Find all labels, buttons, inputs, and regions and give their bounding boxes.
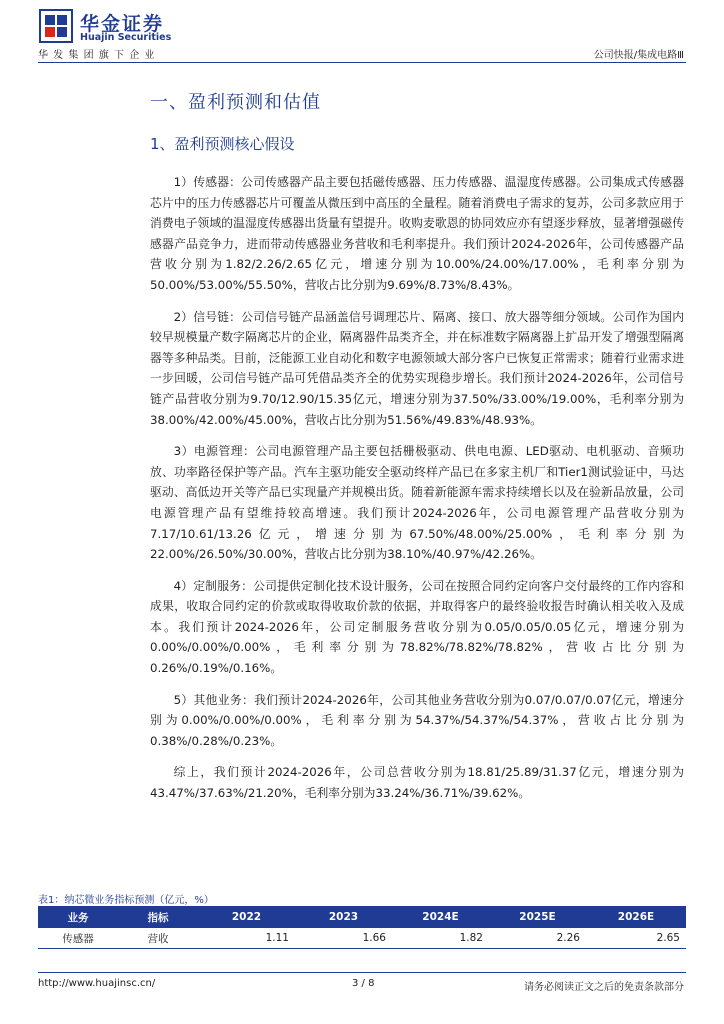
col-header-business: 业务 bbox=[38, 906, 118, 928]
footer-disclaimer: 请务必阅读正文之后的免责条款部分 bbox=[524, 982, 684, 993]
subsection-title: 1、盈利预测核心假设 bbox=[150, 135, 295, 153]
footer-divider bbox=[38, 972, 686, 973]
header-divider bbox=[38, 62, 686, 63]
forecast-table bbox=[38, 906, 686, 949]
paragraph-signal-chain: 2）信号链：公司信号链产品涵盖信号调理芯片、隔离、接口、放大器等细分领域。公司作为国内较早规模量产数字隔离芯片的企业，隔离器件品类齐全，并在标准数字隔离器上扩品开发了增强型隔离器等多种品类。目前，泛能源工业自动化和数字电源领域大部分客户已恢复正常需求；随着行业需求进一步回暖，公司信号链产品可凭借品类齐全的优势实现稳步增长。我们预计2024-2026年，公司信号链产品营收分别为9.70/12.90/15.35亿元，增速分别为37.50%/33.00%/19.00%，毛利率分别为38.00%/42.00%/45.00%，营收占比分别为51.56%/49.83%/48.93%。 bbox=[150, 309, 684, 427]
cell-business: 传感器 bbox=[38, 928, 118, 949]
cell-2023: 1.66 bbox=[295, 928, 392, 949]
cell-2022: 1.11 bbox=[198, 928, 295, 949]
huajin-logo-icon bbox=[38, 8, 74, 44]
footer-url[interactable]: http://www.huajinsc.cn/ bbox=[38, 978, 156, 989]
paragraph-custom-service: 4）定制服务：公司提供定制化技术设计服务，公司在按照合同约定向客户交付最终的工作内容和成果，收取合同约定的价款或取得收取价款的依据，并取得客户的最终验收报告时确认相关收入及成本。我们预计2024-2026年，公司定制服务营收分别为0.05/0.05/0.05亿元，增速分别为0.00%/0.00%/0.00%，毛利率分别为78.82%/78.82%/78.82%，营收占比分别为0.26%/0.19%/0.16%。 bbox=[150, 578, 684, 676]
company-logo bbox=[38, 8, 170, 48]
col-header-2024e: 2024E bbox=[392, 906, 489, 928]
page-number: 3 / 8 bbox=[352, 978, 375, 989]
cell-2026e: 2.65 bbox=[586, 928, 686, 949]
col-header-2023: 2023 bbox=[295, 906, 392, 928]
paragraph-power-management: 3）电源管理：公司电源管理产品主要包括栅极驱动、供电电源、LED驱动、电机驱动、音频功放、功率路径保护等产品。汽车主驱功能安全驱动终样产品已在多家主机厂和Tier1测试验证中，马达驱动、高低边开关等产品已实现量产并规模出货。随着新能源车需求持续增长以及在验新品放量，公司电源管理产品有望维持较高增速。我们预计2024-2026年，公司电源管理产品营收分别为7.17/10.61/13.26亿元，增速分别为67.50%/48.00%/25.00%，毛利率分别为22.00%/26.50%/30.00%，营收占比分别为38.10%/40.97%/42.26%。 bbox=[150, 444, 684, 562]
table-row bbox=[38, 928, 686, 949]
header-slogan: 华发集团旗下企业 bbox=[38, 50, 160, 61]
paragraph-sensor: 1）传感器：公司传感器产品主要包括磁传感器、压力传感器、温湿度传感器。公司集成式传感器芯片中的压力传感器芯片可覆盖从微压到中高压的全量程。随着消费电子需求的复苏，公司多款应用于消费电子领域的温湿度传感器出货量有望提升。收购麦歌恩的协同效应亦有望逐步释放，显著增强磁传感器产品竞争力，进而带动传感器业务营收和毛利率提升。我们预计2024-2026年，公司传感器产品营收分别为1.82/2.26/2.65亿元，增速分别为10.00%/24.00%/17.00%，毛利率分别为50.00%/53.00%/55.50%，营收占比分别为9.69%/8.73%/8.43%。 bbox=[150, 175, 684, 292]
table-header-row bbox=[38, 906, 686, 928]
paragraph-summary: 综上，我们预计2024-2026年，公司总营收分别为18.81/25.89/31.37亿元，增速分别为43.47%/37.63%/21.20%，毛利率分别为33.24%/36.71%/39.62%。 bbox=[150, 765, 684, 801]
col-header-2026e: 2026E bbox=[586, 906, 686, 928]
cell-2024e: 1.82 bbox=[392, 928, 489, 949]
cell-2025e: 2.26 bbox=[489, 928, 586, 949]
cell-metric: 营收 bbox=[118, 928, 198, 949]
body-text bbox=[150, 172, 684, 815]
col-header-2025e: 2025E bbox=[489, 906, 586, 928]
col-header-2022: 2022 bbox=[198, 906, 295, 928]
logo-english-name: Huajin Securities bbox=[80, 32, 172, 43]
col-header-metric: 指标 bbox=[118, 906, 198, 928]
logo-chinese-name: 华金证券 bbox=[80, 13, 165, 35]
report-type: 公司快报/集成电路Ⅲ bbox=[593, 50, 684, 61]
table-caption: 表1：纳芯微业务指标预测（亿元，%） bbox=[38, 895, 214, 906]
section-title: 一、盈利预测和估值 bbox=[150, 92, 321, 113]
paragraph-other-business: 5）其他业务：我们预计2024-2026年，公司其他业务营收分别为0.07/0.07/0.07亿元，增速分别为0.00%/0.00%/0.00%，毛利率分别为54.37%/54.37%/54.37%，营收占比分别为0.38%/0.28%/0.23%。 bbox=[150, 692, 684, 748]
